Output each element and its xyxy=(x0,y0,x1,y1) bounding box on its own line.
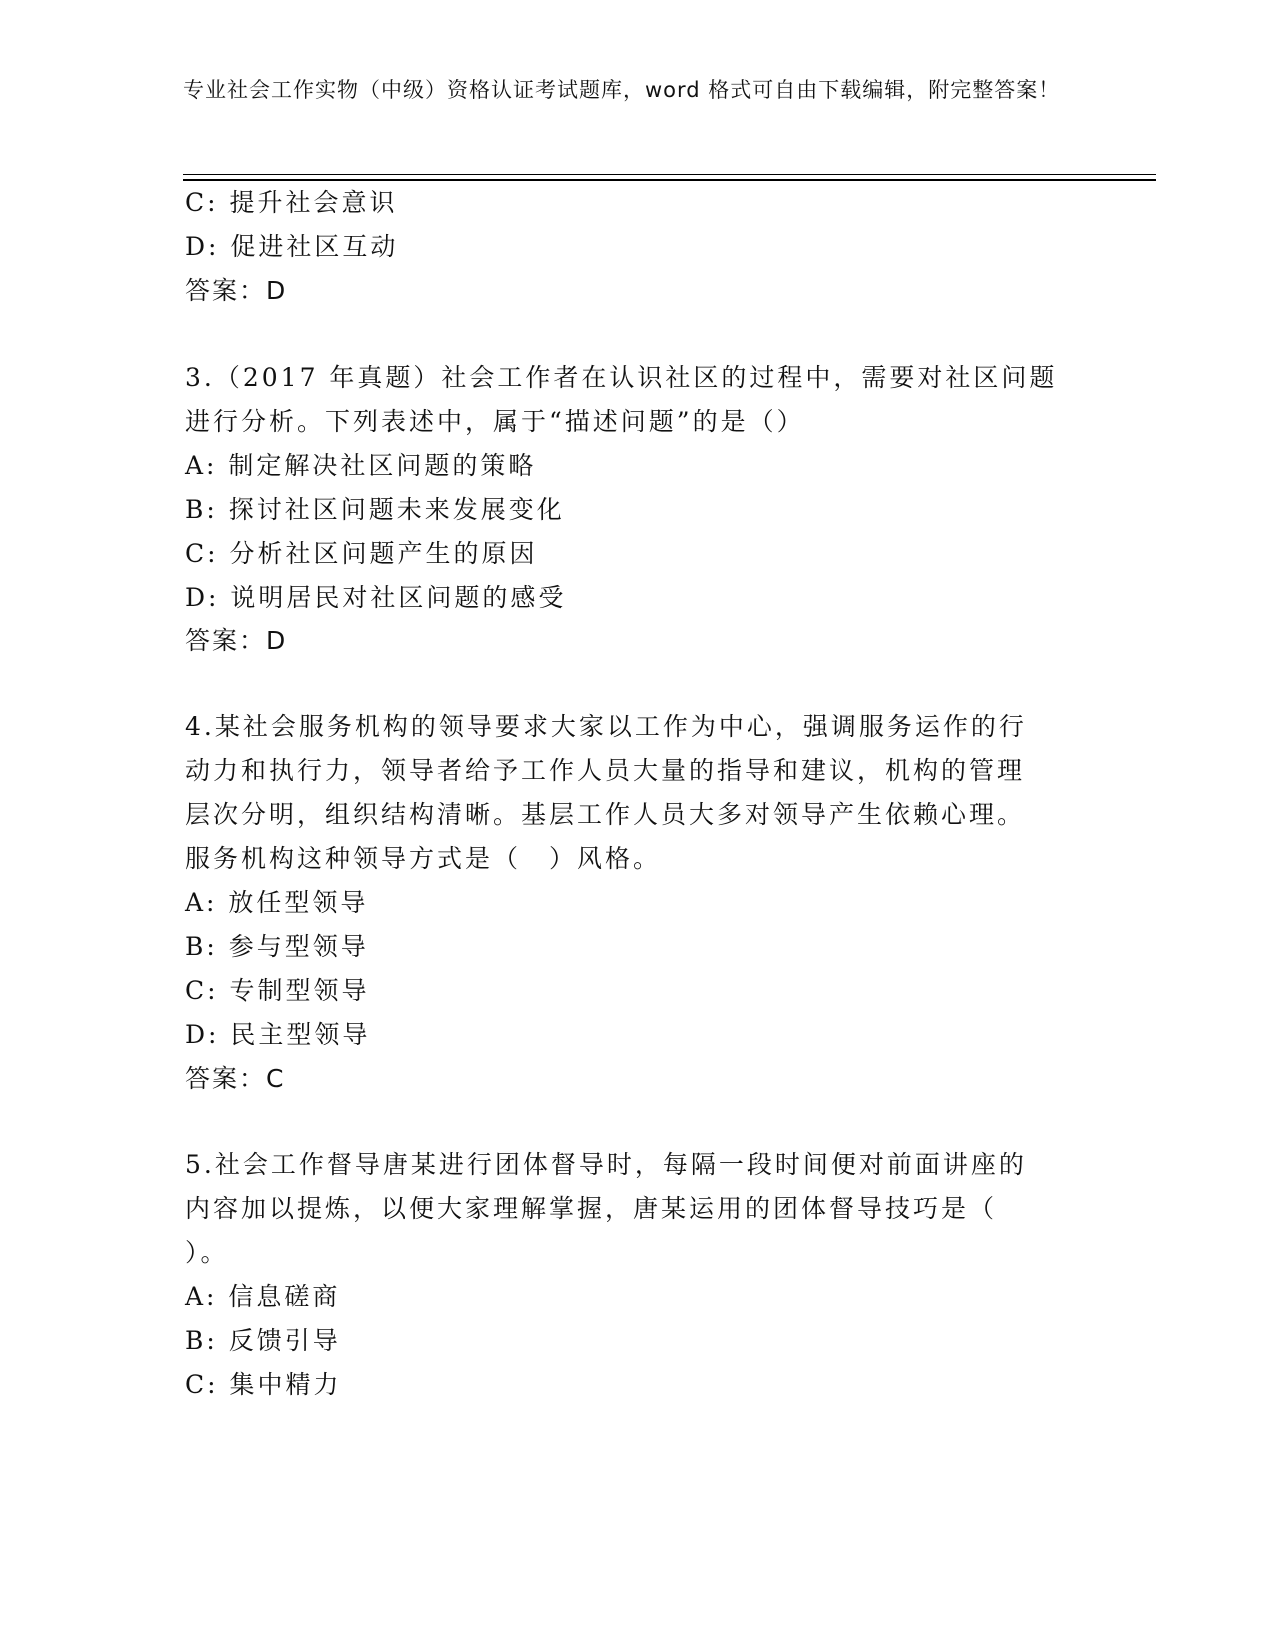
q3-option-d: D: 说明居民对社区问题的感受 xyxy=(185,583,567,612)
q5-stem-line-3: ）。 xyxy=(185,1238,229,1267)
q4-option-c: C: 专制型领导 xyxy=(185,976,370,1005)
q5-stem-line-1: 5.社会工作督导唐某进行团体督导时，每隔一段时间便对前面讲座的 xyxy=(185,1150,1027,1179)
page-header-title: 专业社会工作实物（中级）资格认证考试题库，word 格式可自由下载编辑，附完整答案！ xyxy=(183,78,1061,102)
q4-option-d: D: 民主型领导 xyxy=(185,1020,371,1049)
q5-stem-line-2: 内容加以提炼，以便大家理解掌握，唐某运用的团体督导技巧是（ xyxy=(185,1194,998,1223)
q2-option-d: D: 促进社区互动 xyxy=(185,232,399,261)
q5-option-a: A: 信息磋商 xyxy=(185,1282,341,1311)
q2-answer: 答案：D xyxy=(185,276,288,305)
q4-stem-line-4: 服务机构这种领导方式是（ ）风格。 xyxy=(185,844,662,873)
header-divider-thin xyxy=(183,174,1156,175)
q3-answer: 答案：D xyxy=(185,626,288,655)
q4-option-b: B: 参与型领导 xyxy=(185,932,369,961)
q3-stem-line-1: 3.（2017 年真题）社会工作者在认识社区的过程中，需要对社区问题 xyxy=(185,363,1058,392)
q4-option-a: A: 放任型领导 xyxy=(185,888,369,917)
q3-option-a: A: 制定解决社区问题的策略 xyxy=(185,451,537,480)
q5-option-c: C: 集中精力 xyxy=(185,1370,342,1399)
q3-stem-line-2: 进行分析。下列表述中，属于“描述问题”的是（） xyxy=(185,407,805,436)
q4-stem-line-2: 动力和执行力，领导者给予工作人员大量的指导和建议，机构的管理 xyxy=(185,756,1026,785)
q4-answer: 答案：C xyxy=(185,1064,286,1093)
q4-stem-line-1: 4.某社会服务机构的领导要求大家以工作为中心，强调服务运作的行 xyxy=(185,712,1027,741)
q3-option-c: C: 分析社区问题产生的原因 xyxy=(185,539,538,568)
q4-stem-line-3: 层次分明，组织结构清晰。基层工作人员大多对领导产生依赖心理。 xyxy=(185,800,1026,829)
q5-option-b: B: 反馈引导 xyxy=(185,1326,341,1355)
q3-option-b: B: 探讨社区问题未来发展变化 xyxy=(185,495,565,524)
q2-option-c: C: 提升社会意识 xyxy=(185,188,398,217)
